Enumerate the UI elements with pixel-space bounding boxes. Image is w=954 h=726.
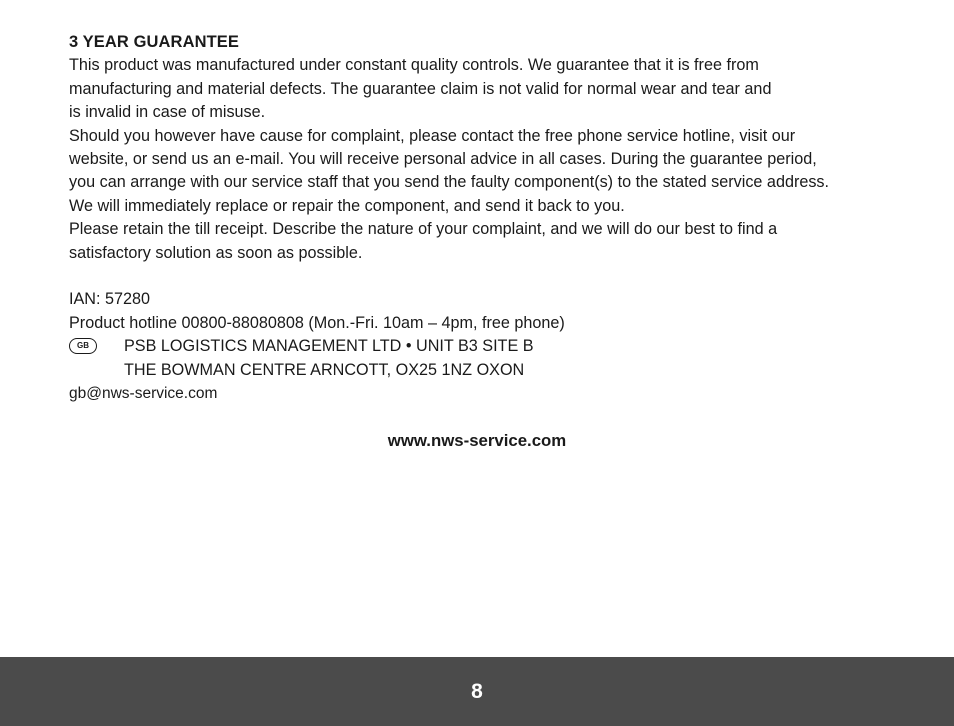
country-gb-icon: GB (69, 338, 97, 354)
guarantee-text-line: manufacturing and material defects. The guarantee claim is not valid for normal wear and tear and (69, 79, 772, 98)
guarantee-heading: 3 YEAR GUARANTEE (69, 33, 239, 51)
ian-number: IAN: 57280 (69, 290, 150, 309)
guarantee-text-line: Should you however have cause for complaint, please contact the free phone service hotline, visit our (69, 126, 796, 145)
section-spacer (69, 265, 889, 288)
page-footer (0, 657, 954, 726)
service-email[interactable]: gb@nws-service.com (69, 385, 218, 403)
address-line-2: THE BOWMAN CENTRE ARNCOTT, OX25 1NZ OXON (124, 360, 525, 379)
service-address (69, 335, 889, 382)
guarantee-text-line: We will immediately replace or repair the component, and send it back to you. (69, 196, 625, 215)
guarantee-section (69, 31, 889, 405)
address-line-1: PSB LOGISTICS MANAGEMENT LTD • UNIT B3 SITE B (124, 337, 534, 356)
guarantee-text-line: Please retain the till receipt. Describe the nature of your complaint, and we will do our best to find a (69, 220, 778, 239)
guarantee-text-line: is invalid in case of misuse. (69, 103, 266, 122)
guarantee-text-line: website, or send us an e-mail. You will receive personal advice in all cases. During the guarantee period, (69, 150, 817, 169)
page-number: 8 (471, 680, 483, 703)
guarantee-text-line: This product was manufactured under constant quality controls. We guarantee that it is free from (69, 56, 759, 75)
product-hotline: Product hotline 00800-88080808 (Mon.-Fri. 10am – 4pm, free phone) (69, 313, 565, 332)
guarantee-text-line: you can arrange with our service staff that you send the faulty component(s) to the stated service address. (69, 173, 830, 192)
guarantee-text-line: satisfactory solution as soon as possible. (69, 243, 363, 262)
website-link[interactable]: www.nws-service.com (387, 431, 567, 450)
